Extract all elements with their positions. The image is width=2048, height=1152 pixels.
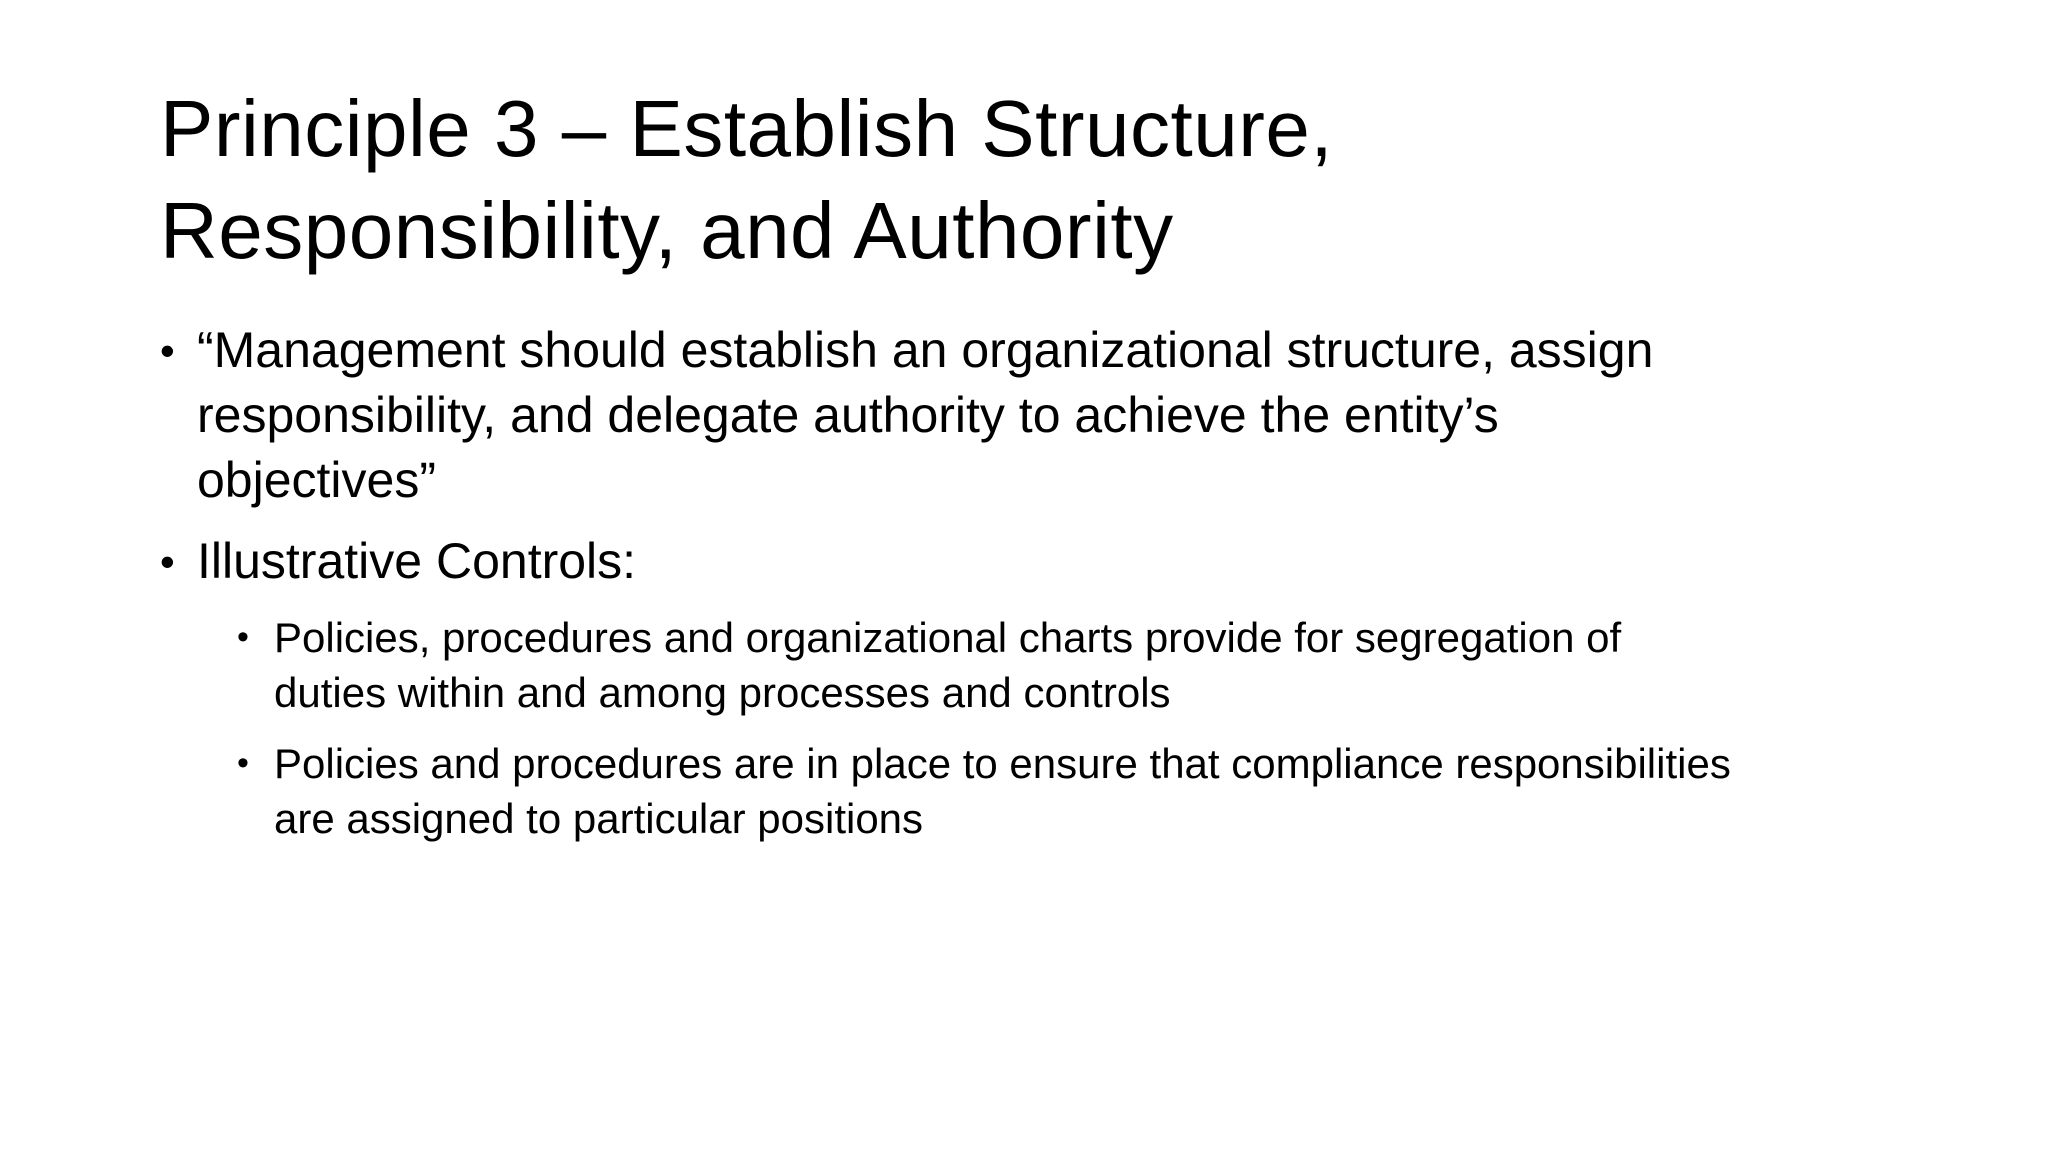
slide-body [160, 318, 1940, 862]
bullet-illustrative-controls [160, 529, 1940, 594]
bullet-quote [160, 318, 1940, 513]
sub-bullet-text-line: Policies, procedures and organizational charts provide for segregation of [274, 614, 1622, 661]
slide-title-line: Responsibility, and Authority [160, 186, 1174, 275]
sub-bullet-segregation [237, 610, 1940, 720]
sub-bullet-compliance [237, 736, 1940, 846]
bullet-text-line: Illustrative Controls: [197, 533, 637, 589]
sub-bullet-text-line: duties within and among processes and controls [274, 669, 1171, 716]
sub-bullet-marker: • [237, 744, 249, 782]
sub-bullet-text-line: Policies and procedures are in place to ensure that compliance responsibilities [274, 740, 1731, 787]
bullet-marker: • [160, 327, 175, 374]
sub-bullet-text-line: are assigned to particular positions [274, 795, 924, 842]
bullet-text-line: objectives” [197, 452, 436, 508]
bullet-text-line: responsibility, and delegate authority to achieve the entity’s [197, 387, 1499, 443]
bullet-marker: • [160, 538, 175, 585]
slide-title-line: Principle 3 – Establish Structure, [160, 84, 1334, 173]
slide-title [160, 78, 1920, 282]
bullet-text-line: “Management should establish an organizational structure, assign [197, 322, 1654, 378]
sub-bullet-marker: • [237, 618, 249, 656]
